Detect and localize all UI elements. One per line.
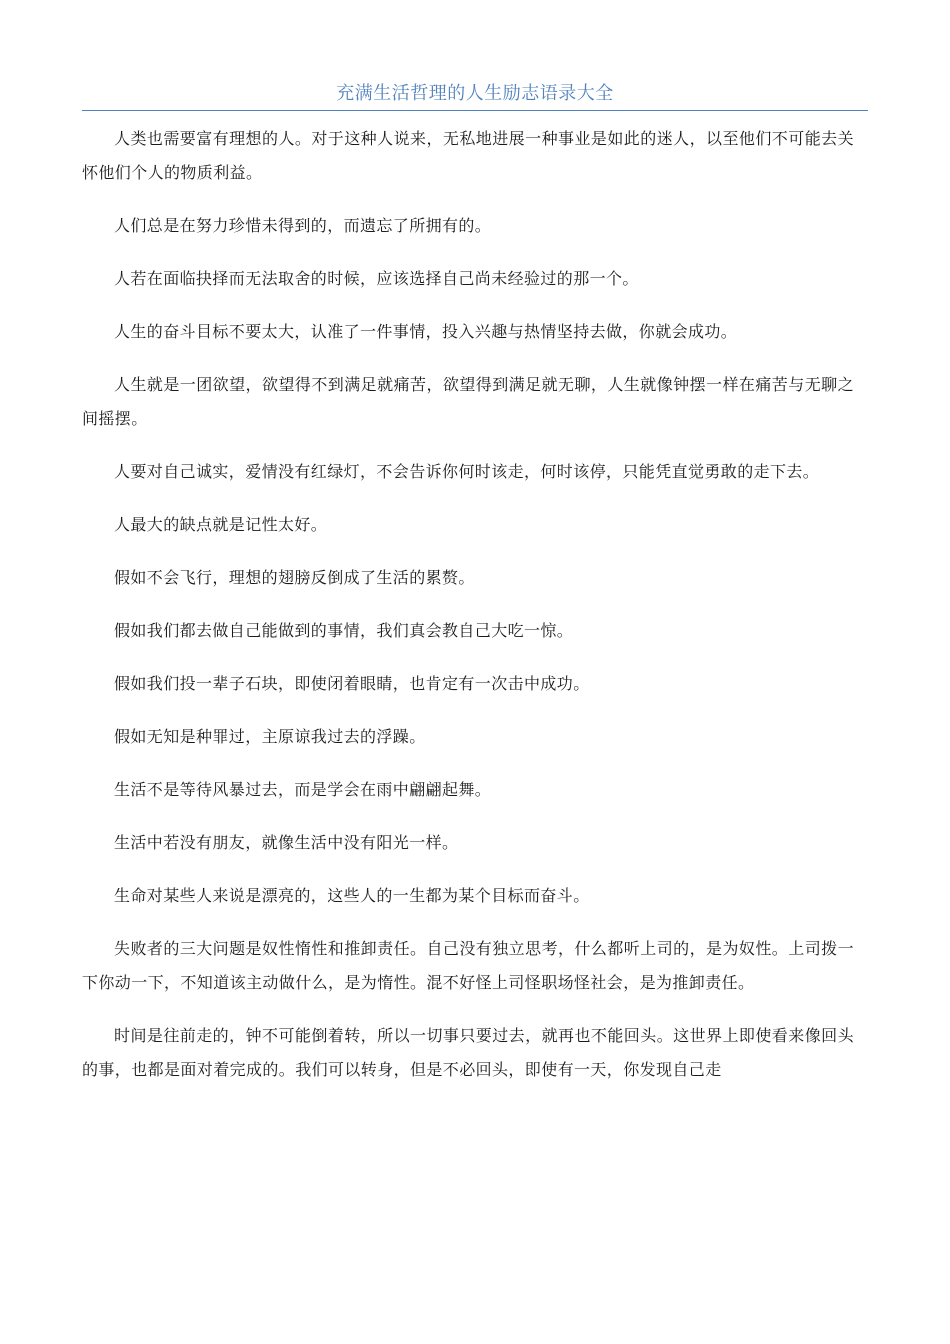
paragraph: 假如我们投一辈子石块，即使闭着眼睛，也肯定有一次击中成功。 [114,674,590,693]
paragraph: 生命对某些人来说是漂亮的，这些人的一生都为某个目标而奋斗。 [114,886,590,905]
paragraph: 人类也需要富有理想的人。对于这种人说来，无私地进展一种事业是如此的迷人，以至他们不可能去关怀他们个人的物质利益。 [82,129,854,182]
paragraph: 人最大的缺点就是记性太好。 [114,515,328,534]
paragraph: 人们总是在努力珍惜未得到的，而遗忘了所拥有的。 [114,216,492,235]
paragraph: 假如我们都去做自己能做到的事情，我们真会教自己大吃一惊。 [114,621,574,640]
paragraph: 人生就是一团欲望，欲望得不到满足就痛苦，欲望得到满足就无聊，人生就像钟摆一样在痛苦与无聊之间摇摆。 [82,375,854,428]
paragraph: 假如不会飞行，理想的翅膀反倒成了生活的累赘。 [114,568,475,587]
document-title: 充满生活哲理的人生励志语录大全 [336,83,614,104]
paragraph: 失败者的三大问题是奴性惰性和推卸责任。自己没有独立思考，什么都听上司的，是为奴性。上司拨一下你动一下，不知道该主动做什么，是为惰性。混不好怪上司怪职场怪社会，是为推卸责任。 [82,939,854,992]
paragraph: 人若在面临抉择而无法取舍的时候，应该选择自己尚未经验过的那一个。 [114,269,639,288]
paragraph: 假如无知是种罪过，主原谅我过去的浮躁。 [114,727,426,746]
paragraph: 人要对自己诚实，爱情没有红绿灯，不会告诉你何时该走，何时该停，只能凭直觉勇敢的走下去。 [114,462,820,481]
paragraph: 生活中若没有朋友，就像生活中没有阳光一样。 [114,833,459,852]
paragraph: 人生的奋斗目标不要太大，认准了一件事情，投入兴趣与热情坚持去做，你就会成功。 [114,322,738,341]
page-header [82,80,868,111]
paragraph: 生活不是等待风暴过去，而是学会在雨中翩翩起舞。 [114,780,492,799]
document-body [82,122,854,1106]
paragraph: 时间是往前走的，钟不可能倒着转，所以一切事只要过去，就再也不能回头。这世界上即使看来像回头的事，也都是面对着完成的。我们可以转身，但是不必回头，即使有一天，你发现自己走 [82,1026,854,1079]
